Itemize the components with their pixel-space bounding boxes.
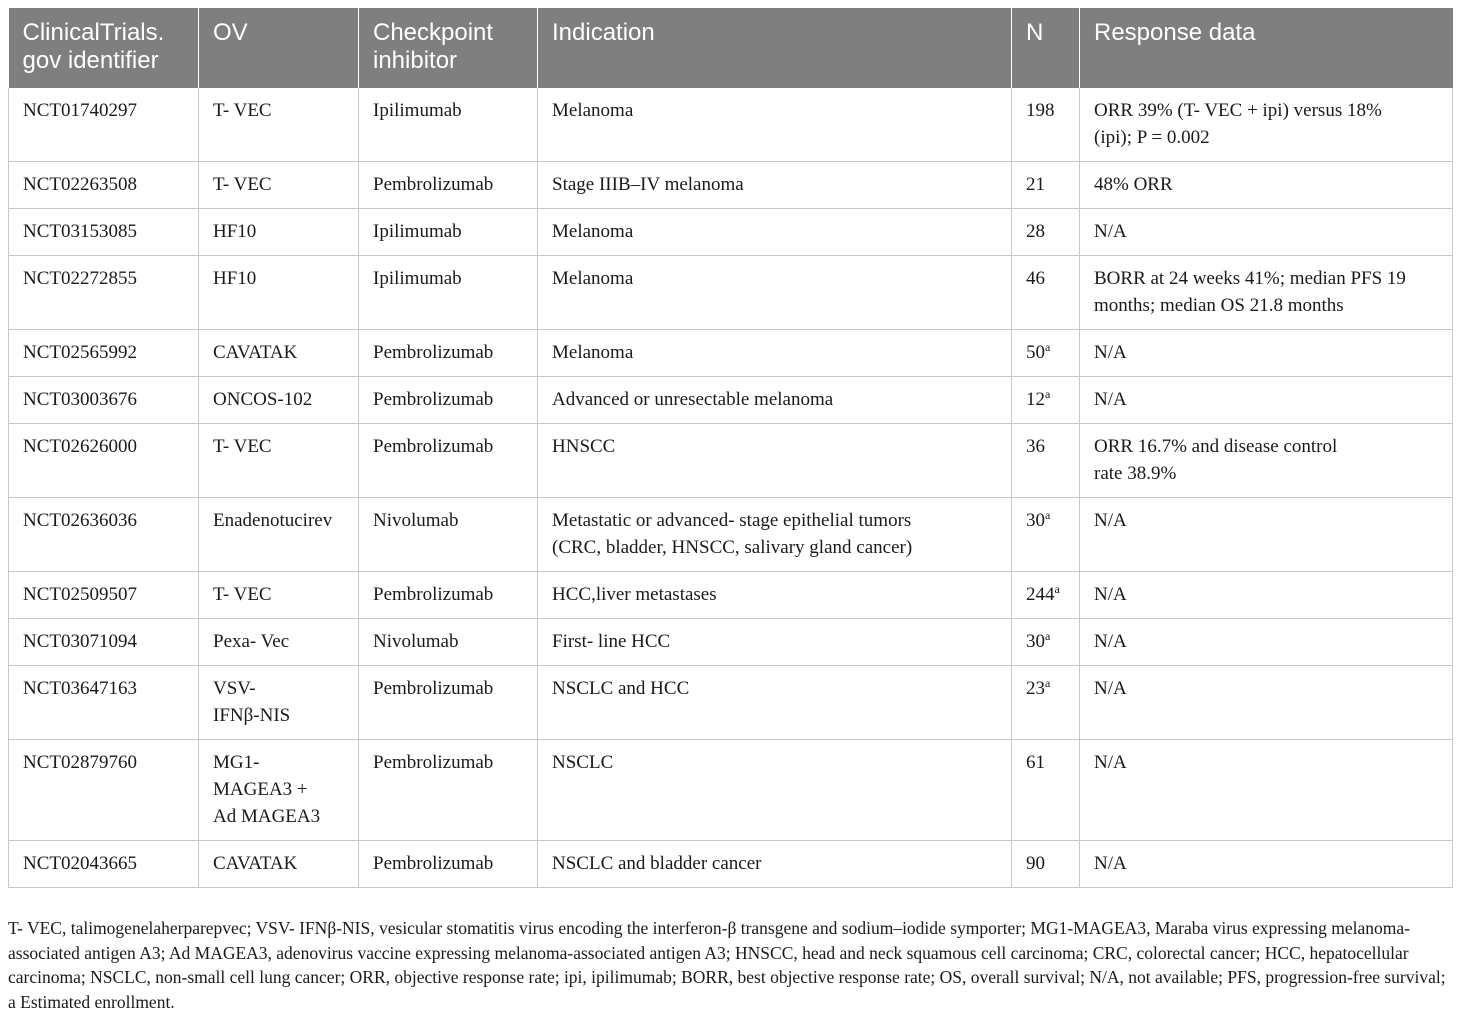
table-row <box>9 162 1453 209</box>
estimated-enrollment-marker: a <box>1045 676 1051 690</box>
cell-identifier <box>9 88 199 162</box>
cell-identifier <box>9 666 199 740</box>
cell-n <box>1012 424 1080 498</box>
cell-n <box>1012 256 1080 330</box>
cell-ov <box>199 572 359 619</box>
estimated-enrollment-marker: a <box>1045 629 1051 643</box>
table-row <box>9 841 1453 888</box>
cell-n-text: 50 <box>1026 342 1045 363</box>
cell-checkpoint-inhibitor <box>359 377 538 424</box>
cell-checkpoint-inhibitor-text: Pembrolizumab <box>373 436 494 457</box>
cell-n-text: 28 <box>1026 221 1045 242</box>
table-row <box>9 498 1453 572</box>
cell-response-data-text: ORR 39% (T- VEC + ipi) versus 18% (ipi); P = 0.002 <box>1094 100 1382 148</box>
cell-n <box>1012 330 1080 377</box>
cell-checkpoint-inhibitor-text: Pembrolizumab <box>373 389 494 410</box>
cell-checkpoint-inhibitor <box>359 572 538 619</box>
cell-n-text: 23 <box>1026 678 1045 699</box>
cell-response-data <box>1080 740 1453 841</box>
cell-ov <box>199 256 359 330</box>
cell-identifier-text: NCT02626000 <box>23 436 137 457</box>
cell-identifier-text: NCT02272855 <box>23 268 137 289</box>
cell-ov <box>199 841 359 888</box>
cell-n-text: 30 <box>1026 510 1045 531</box>
cell-n <box>1012 88 1080 162</box>
cell-identifier-text: NCT03647163 <box>23 678 137 699</box>
cell-ov <box>199 424 359 498</box>
cell-indication-text: NSCLC and bladder cancer <box>552 853 762 874</box>
cell-checkpoint-inhibitor-text: Pembrolizumab <box>373 584 494 605</box>
cell-indication-text: Melanoma <box>552 221 634 242</box>
header-ov: OV <box>199 8 359 88</box>
cell-ov-text: T- VEC <box>213 584 272 605</box>
cell-ov-text: Pexa- Vec <box>213 631 290 652</box>
cell-indication <box>538 666 1012 740</box>
cell-checkpoint-inhibitor-text: Ipilimumab <box>373 221 462 242</box>
table-row <box>9 572 1453 619</box>
cell-ov-text: VSV- IFNβ-NIS <box>213 678 291 726</box>
cell-indication <box>538 572 1012 619</box>
cell-ov-text: MG1- MAGEA3 + Ad MAGEA3 <box>213 752 321 827</box>
header-checkpoint-inhibitor: Checkpoint inhibitor <box>359 8 538 88</box>
cell-checkpoint-inhibitor-text: Nivolumab <box>373 510 459 531</box>
cell-n-text: 198 <box>1026 100 1055 121</box>
cell-checkpoint-inhibitor-text: Pembrolizumab <box>373 342 494 363</box>
cell-checkpoint-inhibitor <box>359 740 538 841</box>
cell-checkpoint-inhibitor <box>359 330 538 377</box>
cell-checkpoint-inhibitor-text: Pembrolizumab <box>373 678 494 699</box>
table-body <box>9 88 1453 888</box>
cell-response-data-text: N/A <box>1094 678 1127 699</box>
cell-n <box>1012 162 1080 209</box>
cell-response-data <box>1080 498 1453 572</box>
trials-table-container <box>8 8 1452 888</box>
cell-response-data <box>1080 377 1453 424</box>
cell-ov-text: CAVATAK <box>213 853 298 874</box>
table-row <box>9 88 1453 162</box>
cell-ov-text: CAVATAK <box>213 342 298 363</box>
cell-ov-text: HF10 <box>213 221 257 242</box>
header-indication: Indication <box>538 8 1012 88</box>
cell-ov <box>199 88 359 162</box>
cell-indication-text: First- line HCC <box>552 631 671 652</box>
cell-checkpoint-inhibitor <box>359 209 538 256</box>
cell-n-text: 30 <box>1026 631 1045 652</box>
cell-ov <box>199 740 359 841</box>
cell-checkpoint-inhibitor-text: Pembrolizumab <box>373 752 494 773</box>
cell-n-text: 36 <box>1026 436 1045 457</box>
cell-ov <box>199 666 359 740</box>
cell-ov-text: Enadenotucirev <box>213 510 333 531</box>
cell-response-data <box>1080 572 1453 619</box>
cell-checkpoint-inhibitor <box>359 666 538 740</box>
estimated-enrollment-marker: a <box>1045 508 1051 522</box>
cell-checkpoint-inhibitor-text: Pembrolizumab <box>373 174 494 195</box>
cell-checkpoint-inhibitor <box>359 88 538 162</box>
cell-response-data <box>1080 256 1453 330</box>
cell-response-data-text: N/A <box>1094 342 1127 363</box>
cell-checkpoint-inhibitor-text: Ipilimumab <box>373 268 462 289</box>
cell-checkpoint-inhibitor <box>359 498 538 572</box>
cell-n <box>1012 209 1080 256</box>
cell-identifier-text: NCT02636036 <box>23 510 137 531</box>
cell-identifier <box>9 841 199 888</box>
cell-indication-text: NSCLC and HCC <box>552 678 690 699</box>
cell-identifier <box>9 162 199 209</box>
table-row <box>9 666 1453 740</box>
cell-response-data-text: N/A <box>1094 853 1127 874</box>
cell-response-data-text: N/A <box>1094 389 1127 410</box>
cell-n-text: 21 <box>1026 174 1045 195</box>
cell-response-data-text: N/A <box>1094 584 1127 605</box>
cell-response-data <box>1080 209 1453 256</box>
cell-n <box>1012 377 1080 424</box>
cell-response-data <box>1080 424 1453 498</box>
cell-checkpoint-inhibitor-text: Ipilimumab <box>373 100 462 121</box>
cell-response-data <box>1080 162 1453 209</box>
cell-indication <box>538 209 1012 256</box>
header-n: N <box>1012 8 1080 88</box>
cell-n <box>1012 572 1080 619</box>
estimated-enrollment-marker: a <box>1045 340 1051 354</box>
cell-response-data <box>1080 330 1453 377</box>
estimated-enrollment-marker: a <box>1054 582 1060 596</box>
cell-identifier-text: NCT02879760 <box>23 752 137 773</box>
cell-indication-text: Advanced or unresectable melanoma <box>552 389 834 410</box>
cell-response-data-text: ORR 16.7% and disease control rate 38.9% <box>1094 436 1338 484</box>
cell-n <box>1012 666 1080 740</box>
cell-ov <box>199 330 359 377</box>
cell-n-text: 12 <box>1026 389 1045 410</box>
cell-response-data-text: N/A <box>1094 510 1127 531</box>
cell-n <box>1012 498 1080 572</box>
cell-identifier <box>9 330 199 377</box>
cell-response-data-text: BORR at 24 weeks 41%; median PFS 19 months; median OS 21.8 months <box>1094 268 1406 316</box>
table-header <box>9 8 1453 88</box>
table-row <box>9 209 1453 256</box>
cell-indication <box>538 256 1012 330</box>
cell-identifier-text: NCT02509507 <box>23 584 137 605</box>
cell-indication-text: Melanoma <box>552 100 634 121</box>
cell-identifier-text: NCT02043665 <box>23 853 137 874</box>
cell-identifier <box>9 572 199 619</box>
cell-checkpoint-inhibitor <box>359 619 538 666</box>
cell-indication-text: Metastatic or advanced- stage epithelial tumors (CRC, bladder, HNSCC, salivary gland cancer) <box>552 510 913 558</box>
cell-n <box>1012 841 1080 888</box>
cell-indication <box>538 330 1012 377</box>
cell-indication <box>538 841 1012 888</box>
cell-ov <box>199 619 359 666</box>
cell-response-data <box>1080 619 1453 666</box>
cell-indication-text: Melanoma <box>552 342 634 363</box>
table-row <box>9 256 1453 330</box>
header-response-data: Response data <box>1080 8 1453 88</box>
cell-identifier <box>9 740 199 841</box>
table-row <box>9 619 1453 666</box>
cell-identifier-text: NCT02565992 <box>23 342 137 363</box>
cell-identifier <box>9 377 199 424</box>
cell-identifier <box>9 498 199 572</box>
estimated-enrollment-marker: a <box>1045 387 1051 401</box>
cell-checkpoint-inhibitor <box>359 256 538 330</box>
cell-n-text: 46 <box>1026 268 1045 289</box>
header-row <box>9 8 1453 88</box>
cell-identifier <box>9 619 199 666</box>
cell-response-data-text: N/A <box>1094 221 1127 242</box>
cell-ov-text: T- VEC <box>213 436 272 457</box>
cell-ov-text: T- VEC <box>213 174 272 195</box>
cell-identifier <box>9 209 199 256</box>
cell-ov-text: HF10 <box>213 268 257 289</box>
cell-identifier-text: NCT03071094 <box>23 631 137 652</box>
header-identifier: ClinicalTrials. gov identifier <box>22 19 165 74</box>
cell-ov <box>199 377 359 424</box>
table-row <box>9 424 1453 498</box>
cell-checkpoint-inhibitor-text: Pembrolizumab <box>373 853 494 874</box>
cell-n-text: 90 <box>1026 853 1045 874</box>
cell-identifier-text: NCT01740297 <box>23 100 137 121</box>
cell-indication-text: HNSCC <box>552 436 616 457</box>
cell-identifier-text: NCT03003676 <box>23 389 137 410</box>
cell-response-data-text: N/A <box>1094 631 1127 652</box>
cell-ov <box>199 162 359 209</box>
table-row <box>9 377 1453 424</box>
cell-indication <box>538 740 1012 841</box>
cell-checkpoint-inhibitor <box>359 841 538 888</box>
cell-indication-text: HCC,liver metastases <box>552 584 717 605</box>
cell-response-data-text: 48% ORR <box>1094 174 1173 195</box>
table-footnote: T- VEC, talimogenelaherparepvec; VSV- IFNβ-NIS, vesicular stomatitis virus encoding the interferon-β transgene and sodium–iodide symporter; MG1-MAGEA3, Maraba virus expressing melanoma-associated antigen A3; Ad MAGEA3, adenovirus vaccine expressing melanoma-associated antigen A3; HNSCC, head and neck squamous cell carcinoma; CRC, colorectal cancer; HCC, hepatocellular carcinoma; NSCLC, non-small cell lung cancer; ORR, objective response rate; ipi, ipilimumab; BORR, best objective response rate; OS, overall survival; N/A, not available; PFS, progression-free survival; a Estimated enrollment. <box>8 918 1446 1012</box>
cell-indication <box>538 498 1012 572</box>
cell-checkpoint-inhibitor <box>359 424 538 498</box>
cell-response-data <box>1080 88 1453 162</box>
cell-n-text: 61 <box>1026 752 1045 773</box>
cell-ov-text: ONCOS-102 <box>213 389 313 410</box>
cell-indication-text: Stage IIIB–IV melanoma <box>552 174 744 195</box>
cell-response-data <box>1080 841 1453 888</box>
cell-identifier <box>9 424 199 498</box>
cell-indication <box>538 88 1012 162</box>
cell-indication <box>538 377 1012 424</box>
cell-checkpoint-inhibitor-text: Nivolumab <box>373 631 459 652</box>
cell-ov <box>199 209 359 256</box>
cell-indication <box>538 619 1012 666</box>
cell-indication <box>538 162 1012 209</box>
cell-indication <box>538 424 1012 498</box>
cell-response-data <box>1080 666 1453 740</box>
cell-ov <box>199 498 359 572</box>
clinical-trials-table <box>8 8 1453 888</box>
cell-n <box>1012 619 1080 666</box>
cell-indication-text: Melanoma <box>552 268 634 289</box>
cell-identifier <box>9 256 199 330</box>
cell-n-text: 244 <box>1026 584 1055 605</box>
table-row <box>9 740 1453 841</box>
cell-ov-text: T- VEC <box>213 100 272 121</box>
table-row <box>9 330 1453 377</box>
cell-identifier-text: NCT03153085 <box>23 221 137 242</box>
cell-response-data-text: N/A <box>1094 752 1127 773</box>
cell-checkpoint-inhibitor <box>359 162 538 209</box>
cell-n <box>1012 740 1080 841</box>
cell-identifier-text: NCT02263508 <box>23 174 137 195</box>
cell-indication-text: NSCLC <box>552 752 614 773</box>
